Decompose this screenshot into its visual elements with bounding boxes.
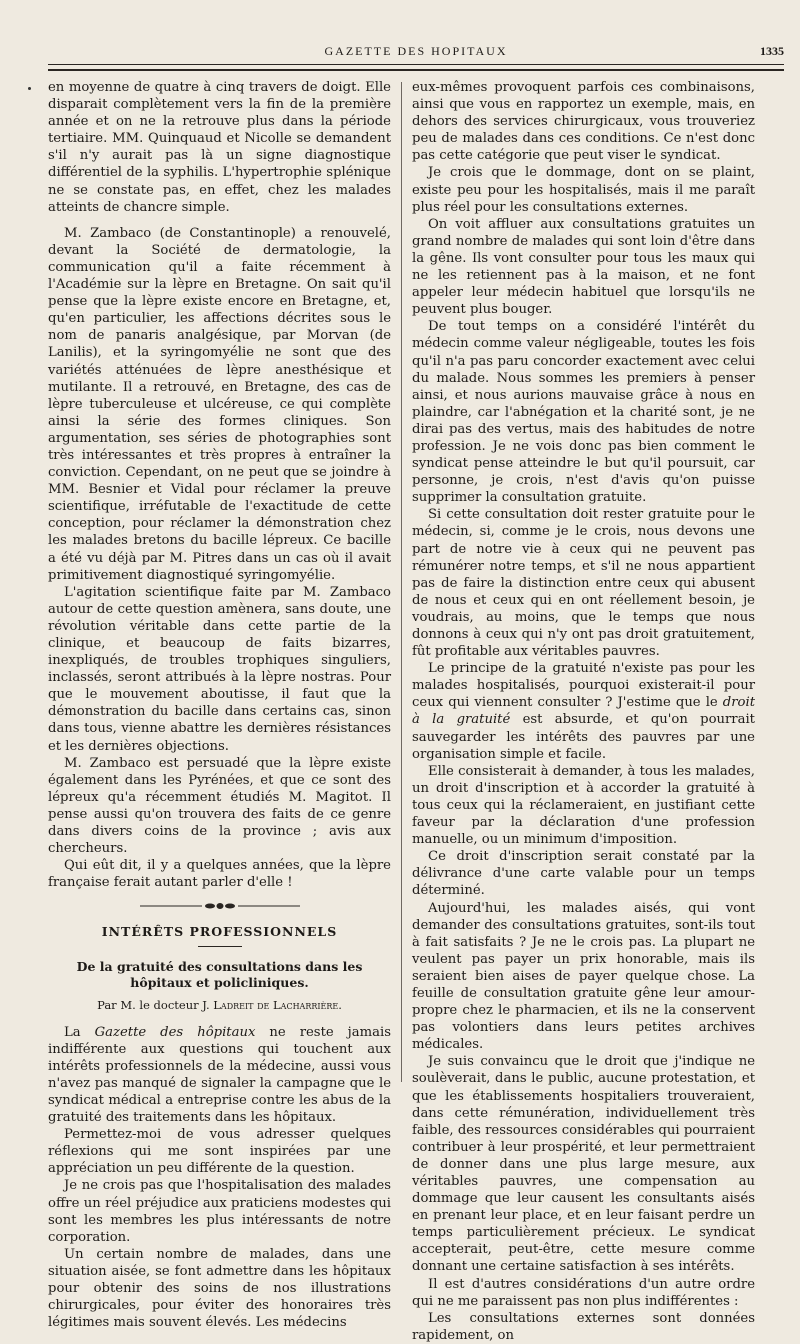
paragraph: en moyenne de quatre à cinq travers de doigt. Elle disparait complètement vers la fin de la première année et on ne la retrouve plus dans la période tertiaire. MM. Quinquaud et Nicolle se demandent s'il n'y aurait pas là un signe diagnostique différentiel de la syphilis. L'hypertrophie splénique ne se constate pas, en effet, chez les malades atteints de chancre simple. xyxy=(48,80,391,215)
paragraph: Je crois que le dommage, dont on se plaint, existe peu pour les hospitalisés, mais il me paraît plus réel pour les consultations externes. xyxy=(412,165,755,215)
italic-phrase: droit à la gratuité xyxy=(412,695,755,728)
paragraph: Permettez-moi de vous adresser quelques réflexions qui me sont inspirées par une appréciation un peu différente de la question. xyxy=(48,1127,391,1177)
paragraph-rest: ne reste jamais indifférente aux questions qui touchent aux intérêts professionnels de la médecine, aussi vous n'avez pas manqué de signaler la campagne que le syndicat médical a entreprise contre les abus de la gratuité des traitements dans les hôpitaux. xyxy=(48,1024,391,1126)
paragraph: Les consultations externes sont données rapidement, on xyxy=(412,1310,755,1343)
paragraph: Aujourd'hui, les malades aisés, qui vont demander des consultations gratuites, sont-ils tout à fait satisfaits ? Je ne le crois pas. La plupart ne veulent pas payer un prix honorable, mais ils seraient bien aises de payer quelque chose. La feuille de consultation gratuite gêne leur amour-propre chez le pharmacien, et ils ne la conservent pas volontiers dans leurs petites archives médicales. xyxy=(412,900,755,1053)
paragraph-rest: est absurde, et qu'on pourrait sauvegarder les intérêts des pauvres par une organisation simple et facile. xyxy=(412,712,755,762)
header-rule-thin xyxy=(48,64,784,65)
header-rule-thick xyxy=(48,69,784,71)
paragraph: Je ne crois pas que l'hospitalisation des malades offre un réel préjudice aux praticiens modestes qui sont les membres les plus intéressants de notre corporation. xyxy=(48,1178,391,1245)
paragraph xyxy=(412,660,755,763)
paragraph: Qui eût dit, il y a quelques années, que la lèpre française ferait autant parler d'elle ! xyxy=(48,858,391,891)
paragraph: M. Zambaco est persuadé que la lèpre existe également dans les Pyrénées, et que ce sont des lépreux qu'a récemment étudiés M. Magitot. Il pense aussi qu'on trouvera des faits de ce genre dans divers coins de la province ; avis aux chercheurs. xyxy=(48,755,391,857)
paragraph: Il est d'autres considérations d'un autre ordre qui ne me paraissent pas non plus indifférentes : xyxy=(412,1276,755,1309)
paragraph: Un certain nombre de malades, dans une situation aisée, se font admettre dans les hôpitaux pour obtenir des soins de nos illustrations chirurgicales, pour éviter des honoraires très légitimes mais souvent élevés. Les médecins xyxy=(48,1246,391,1331)
right-column xyxy=(412,79,755,1343)
left-column xyxy=(48,79,391,1331)
paragraph: Je suis convaincu que le droit que j'indique ne soulèverait, dans le public, aucune protestation, et que les établissements hospitaliers trouveraient, dans cette rémunération, individuellement très faible, des ressources considérables qui pourraient contribuer à leur prospérité, et leur permettraient de donner dans une plus large mesure, aux véritables pauvres, une compensation au dommage que leur causent les consultants aisés en prenant leur place, et en leur faisant perdre un temps particulièrement précieux. Le syndicat accepterait, peut-être, cette mesure comme donnant une certaine satisfaction à ses intérêts. xyxy=(412,1054,755,1275)
paragraph: Elle consisterait à demander, à tous les malades, un droit d'inscription et à accorder la gratuité à tous ceux qui la réclameraient, en justifiant cette faveur par la déclaration d'une profession manuelle, ou un minimum d'imposition. xyxy=(412,763,755,848)
page-header xyxy=(48,44,784,64)
section-rule xyxy=(198,946,242,947)
paragraph: Ce droit d'inscription serait constaté par la délivrance d'une carte valable pour un temps déterminé. xyxy=(412,849,755,899)
paragraph: Si cette consultation doit rester gratuite pour le médecin, si, comme je le crois, nous devons une part de notre vie à ceux qui ne peuvent pas rémunérer notre temps, et s'il ne nous appartient pas de faire la distinction entre ceux qui abusent de nous et ceux qui en ont réellement besoin, je voudrais, au moins, que le temps que nous donnons à ceux qui n'y ont pas droit gratuitement, fût profitable aux véritables pauvres. xyxy=(412,507,755,660)
section-ornament xyxy=(140,902,300,910)
paragraph: eux-mêmes provoquent parfois ces combinaisons, ainsi que vous en rapportez un exemple, mais, en dehors des services chirurgicaux, vous trouveriez peu de malades dans ces conditions. Ce n'est donc pas cette catégorie que peut viser le syndicat. xyxy=(412,80,755,164)
byline-prefix: Par M. le docteur J. xyxy=(97,997,214,1012)
paragraph xyxy=(48,1024,391,1127)
paragraph-gap xyxy=(48,216,391,225)
margin-mark xyxy=(28,87,31,90)
article-title: De la gratuité des consultations dans les hôpitaux et policliniques. xyxy=(76,958,363,990)
section-title: INTÉRÊTS PROFESSIONNELS xyxy=(101,924,338,940)
paragraph: L'agitation scientifique faite par M. Zambaco autour de cette question amènera, sans doute, une révolution véritable dans cette partie de la clinique, et beaucoup de faits bizarres, inexpliqués, de troubles trophiques singuliers, inclassés, seront attribués à la lèpre nostras. Pour que le mouvement aboutisse, il faut que la démonstration du bacille dans certains cas, sinon dans tous, vienne abattre les dernières résistances et les dernières objections. xyxy=(48,584,391,754)
journal-name: Gazette des hôpitaux xyxy=(94,1024,256,1040)
page-number: 1335 xyxy=(760,44,784,58)
running-title: GAZETTE DES HOPITAUX xyxy=(324,44,508,58)
paragraph: On voit affluer aux consultations gratuites un grand nombre de malades qui sont loin d'être dans la gêne. Ils vont consulter pour tous les maux qui ne les retiennent pas à la maison, et ne font appeler leur médecin habituel que lorsqu'ils ne peuvent plus bouger. xyxy=(412,216,755,318)
paragraph: De tout temps on a considéré l'intérêt du médecin comme valeur négligeable, toutes les fois qu'il n'a pas paru concorder exactement avec celui du malade. Nous sommes les premiers à penser ainsi, et nous aurions mauvaise grâce à nous en plaindre, car l'abnégation et la charité sont, je ne dirai pas des vertus, mais des habitudes de notre profession. Je ne vois donc pas bien comment le syndicat pense atteindre le but qu'il poursuit, car personne, je crois, n'est d'avis qu'on puisse supprimer la consultation gratuite. xyxy=(412,319,755,506)
paragraph-lead: Le principe de la gratuité n'existe pas pour les malades hospitalisés, pourquoi existerait-il pour ceux qui viennent consulter ? J'estime que le xyxy=(412,661,755,711)
byline xyxy=(48,997,391,1014)
paragraph-lead: La xyxy=(64,1024,95,1040)
column-divider xyxy=(401,82,402,1082)
paragraph: M. Zambaco (de Constantinople) a renouvelé, devant la Société de dermatologie, la communication qu'il a faite récemment à l'Académie sur la lèpre en Bretagne. On sait qu'il pense que la lèpre existe encore en Bretagne, et, qu'en particulier, les affections décrites sous le nom de panaris analgésique, par Morvan (de Lanilis), et la syringomyélie ne sont que des variétés atténuées de lèpre anesthésique et mutilante. Il a retrouvé, en Bretagne, des cas de lèpre tuberculeuse et ulcéreuse, ce qui complète ainsi la série des formes cliniques. Son argumentation, ses séries de photographies sont très intéressantes et très propres à entraîner la conviction. Cependant, on ne peut que se joindre à MM. Besnier et Vidal pour réclamer la preuve scientifique, irréfutable de l'exactitude de cette conception, pour réclamer la démonstration chez les malades bretons du bacille lépreux. Ce bacille a été vu déjà par M. Pitres dans un cas où il avait primitivement diagnostiqué syringomyélie. xyxy=(48,225,391,583)
byline-author: Ladreit de Lacharrière. xyxy=(213,997,342,1012)
